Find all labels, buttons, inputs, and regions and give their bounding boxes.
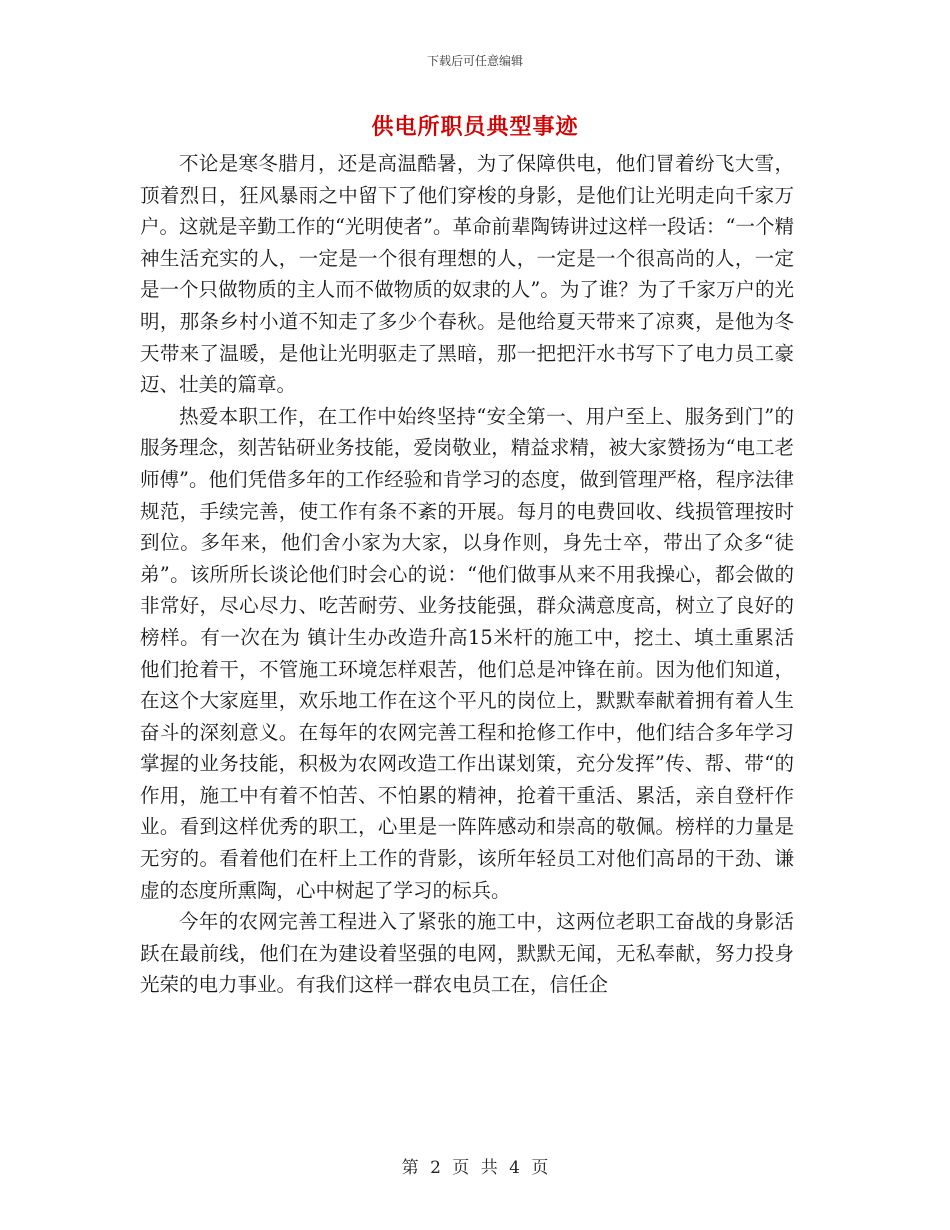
document-body [140,148,794,1001]
header-note: 下载后可任意编辑 [426,54,523,68]
page-number-footer: 第 2 页 共 4 页 [401,1158,549,1178]
document-title: 供电所职员典型事迹 [371,114,579,140]
paragraph-3: 今年的农网完善工程进入了紧张的施工中，这两位老职工奋战的身影活跃在最前线，他们在为建设着坚强的电网，默默无闻，无私奉献，努力投身光荣的电力事业。有我们这样一群农电员工在，信任企 [140,910,794,997]
paragraph-2: 热爱本职工作，在工作中始终坚持“安全第一、用户至上、服务到门”的服务理念，刻苦钻研业务技能，爱岗敬业，精益求精，被大家赞扬为“电工老师傅”。他们凭借多年的工作经验和肯学习的态度，做到管理严格，程序法律规范，手续完善，使工作有条不紊的开展。每月的电费回收、线损管理按时到位。多年来，他们舍小家为大家，以身作则，身先士卒，带出了众多“徒弟”。该所所长谈论他们时会心的说：“他们做事从来不用我操心，都会做的非常好，尽心尽力、吃苦耐劳、业务技能强，群众满意度高，树立了良好的榜样。有一次在为 镇计生办改造升高15米杆的施工中，挖土、填土重累活他们抢着干，不管施工环境怎样艰苦，他们总是冲锋在前。因为他们知道，在这个大家庭里，欢乐地工作在这个平凡的岗位上，默默奉献着拥有着人生奋斗的深刻意义。在每年的农网完善工程和抢修工作中，他们结合多年学习掌握的业务技能，积极为农网改造工作出谋划策，充分发挥”传、帮、带“的作用，施工中有着不怕苦、不怕累的精神，抢着干重活、累活，亲自登杆作业。看到这样优秀的职工，心里是一阵阵感动和崇高的敬佩。榜样的力量是无穷的。看着他们在杆上工作的背影，该所年轻员工对他们高昂的干劲、谦虚的态度所熏陶，心中树起了学习的标兵。 [140,404,794,902]
paragraph-1: 不论是寒冬腊月，还是高温酷暑，为了保障供电，他们冒着纷飞大雪，顶着烈日，狂风暴雨之中留下了他们穿梭的身影，是他们让光明走向千家万户。这就是辛勤工作的“光明使者”。革命前辈陶铸讲过这样一段话：“一个精神生活充实的人，一定是一个很有理想的人，一定是一个很高尚的人，一定是一个只做物质的主人而不做物质的奴隶的人”。为了谁？为了千家万户的光明，那条乡村小道不知走了多少个春秋。是他给夏天带来了凉爽，是他为冬天带来了温暖，是他让光明驱走了黑暗，那一把把汗水书写下了电力员工豪迈、壮美的篇章。 [140,152,794,397]
